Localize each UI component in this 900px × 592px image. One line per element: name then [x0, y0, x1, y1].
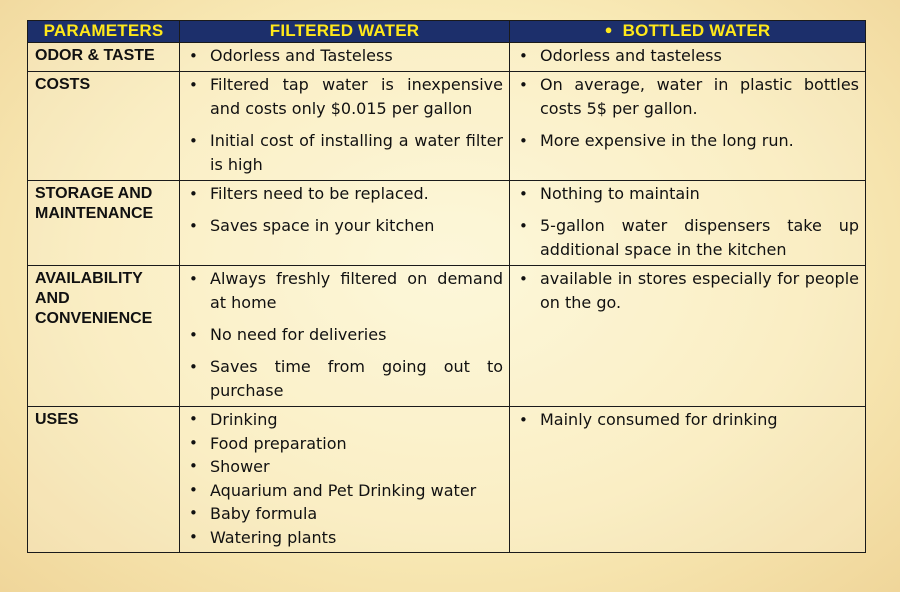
row-odor-taste [28, 43, 866, 72]
filtered-odor-taste [180, 43, 510, 72]
list-item: • More expensive in the long run. [516, 129, 859, 153]
filtered-storage-maintenance [180, 181, 510, 266]
list-item: • Baby formula [186, 502, 503, 526]
bottled-availability-convenience [510, 266, 866, 407]
list-item: • Saves time from going out to purchase [186, 355, 503, 403]
param-costs: COSTS [28, 72, 180, 181]
row-uses [28, 407, 866, 553]
list-item: • available in stores especially for people on the go. [516, 267, 859, 315]
list-item: • Drinking [186, 408, 503, 432]
header-row [28, 21, 866, 43]
list-item: • 5-gallon water dispensers take up additional space in the kitchen [516, 214, 859, 262]
list-item: • Shower [186, 455, 503, 479]
filtered-costs [180, 72, 510, 181]
row-availability-convenience [28, 266, 866, 407]
header-parameters: PARAMETERS [28, 21, 180, 43]
param-availability-convenience: AVAILABILITY AND CONVENIENCE [28, 266, 180, 407]
header-bottled-label: BOTTLED WATER [622, 21, 771, 40]
bottled-costs [510, 72, 866, 181]
list-item: • Filters need to be replaced. [186, 182, 503, 206]
header-bottled-water [510, 21, 866, 43]
filtered-availability-convenience [180, 266, 510, 407]
list-item: • Saves space in your kitchen [186, 214, 503, 238]
list-item: • No need for deliveries [186, 323, 503, 347]
list-item: • Aquarium and Pet Drinking water [186, 479, 503, 503]
bullet-icon: ● [604, 22, 613, 37]
list-item: • Mainly consumed for drinking [516, 408, 859, 432]
filtered-uses [180, 407, 510, 553]
param-odor-taste: ODOR & TASTE [28, 43, 180, 72]
bottled-uses [510, 407, 866, 553]
row-costs [28, 72, 866, 181]
list-item: • Filtered tap water is inexpensive and costs only $0.015 per gallon [186, 73, 503, 121]
list-item: • Always freshly filtered on demand at home [186, 267, 503, 315]
bottled-odor-taste [510, 43, 866, 72]
param-uses: USES [28, 407, 180, 553]
list-item: • Odorless and tasteless [516, 44, 859, 68]
header-filtered-water: FILTERED WATER [180, 21, 510, 43]
comparison-table [27, 20, 866, 553]
bottled-storage-maintenance [510, 181, 866, 266]
list-item: • Initial cost of installing a water filter is high [186, 129, 503, 177]
list-item: • Odorless and Tasteless [186, 44, 503, 68]
list-item: • On average, water in plastic bottles costs 5$ per gallon. [516, 73, 859, 121]
list-item: • Watering plants [186, 526, 503, 550]
row-storage-maintenance [28, 181, 866, 266]
list-item: • Nothing to maintain [516, 182, 859, 206]
list-item: • Food preparation [186, 432, 503, 456]
param-storage-maintenance: STORAGE AND MAINTENANCE [28, 181, 180, 266]
